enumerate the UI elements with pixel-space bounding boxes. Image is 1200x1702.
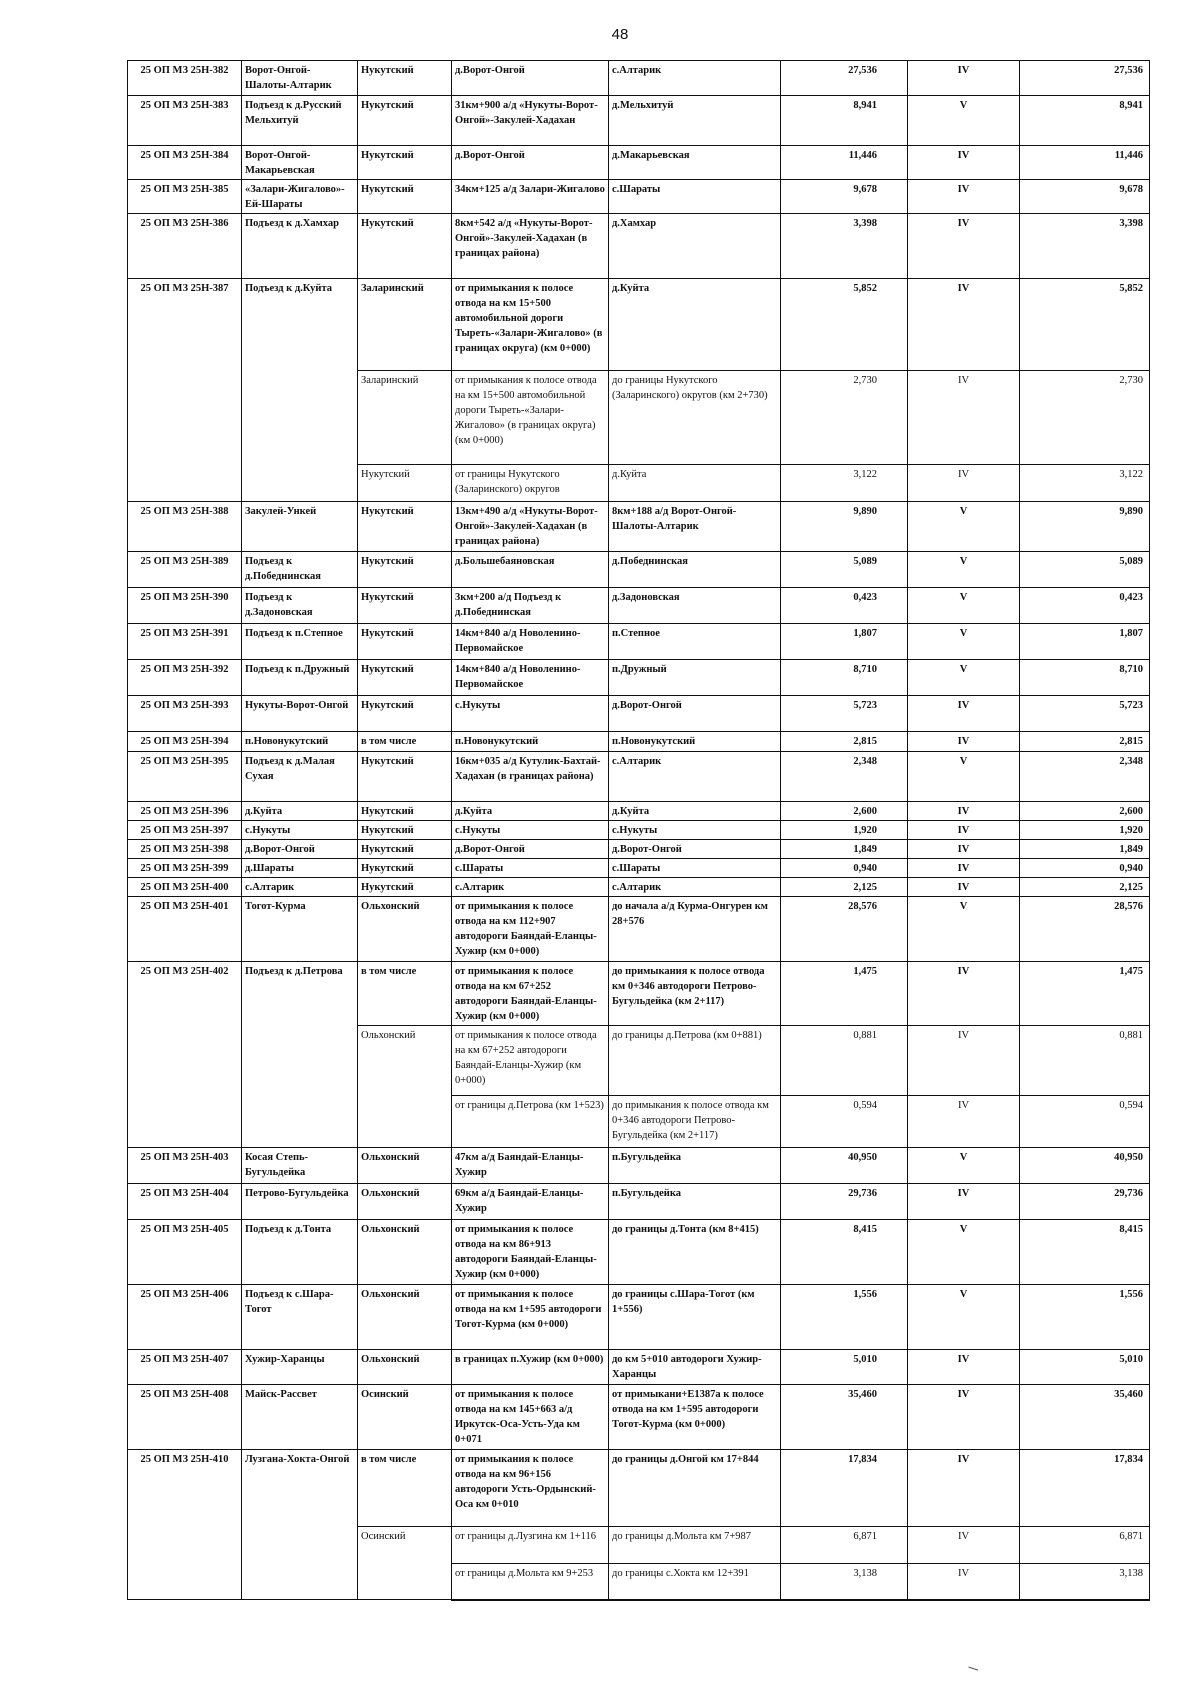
length-km: 2,815 bbox=[781, 732, 908, 752]
total-length: 3,398 bbox=[1020, 214, 1150, 279]
road-code: 25 ОП МЗ 25Н-399 bbox=[128, 859, 242, 878]
start-point: 47км а/д Баяндай-Еланцы-Хужир bbox=[452, 1148, 609, 1184]
road-code: 25 ОП МЗ 25Н-382 bbox=[128, 61, 242, 96]
start-point: 16км+035 а/д Кутулик-Бахтай-Хадахан (в границах района) bbox=[452, 752, 609, 802]
end-point: до границы Нукутского (Заларинского) округов (км 2+730) bbox=[609, 371, 781, 465]
end-point: до примыкания к полосе отвода км 0+346 автодороги Петрово-Бугульдейка (км 2+117) bbox=[609, 1096, 781, 1148]
start-point: от примыкания к полосе отвода на км 67+252 автодороги Баяндай-Еланцы-Хужир (км 0+000) bbox=[452, 962, 609, 1026]
end-point: до начала а/д Курма-Онгурен км 28+576 bbox=[609, 897, 781, 962]
road-category: V bbox=[908, 96, 1020, 146]
road-name: д.Куйта bbox=[242, 802, 358, 821]
length-km: 6,871 bbox=[781, 1527, 908, 1564]
total-length: 5,852 bbox=[1020, 279, 1150, 371]
length-km: 9,678 bbox=[781, 180, 908, 214]
length-km: 2,348 bbox=[781, 752, 908, 802]
table-row bbox=[128, 279, 1150, 371]
road-category: IV bbox=[908, 180, 1020, 214]
road-name: Лузгана-Хокта-Онгой bbox=[242, 1450, 358, 1600]
total-length: 2,730 bbox=[1020, 371, 1150, 465]
district: Нукутский bbox=[358, 502, 452, 552]
road-code: 25 ОП МЗ 25Н-386 bbox=[128, 214, 242, 279]
start-point: от примыкания к полосе отвода на км 67+252 автодороги Баяндай-Еланцы-Хужир (км 0+000) bbox=[452, 1026, 609, 1096]
road-code: 25 ОП МЗ 25Н-397 bbox=[128, 821, 242, 840]
table-row bbox=[128, 502, 1150, 552]
page-number: 48 bbox=[611, 26, 629, 43]
table-row bbox=[128, 1285, 1150, 1350]
start-point: от границы д.Лузгина км 1+116 bbox=[452, 1527, 609, 1564]
length-km: 11,446 bbox=[781, 146, 908, 180]
end-point: до км 5+010 автодороги Хужир-Харанцы bbox=[609, 1350, 781, 1385]
end-point: с.Шараты bbox=[609, 859, 781, 878]
total-length: 0,940 bbox=[1020, 859, 1150, 878]
total-length: 28,576 bbox=[1020, 897, 1150, 962]
end-point: д.Куйта bbox=[609, 802, 781, 821]
district: Осинский bbox=[358, 1527, 452, 1600]
road-category: IV bbox=[908, 840, 1020, 859]
table-row bbox=[128, 897, 1150, 962]
start-point: 14км+840 а/д Новоленино-Первомайское bbox=[452, 624, 609, 660]
end-point: до границы д.Петрова (км 0+881) bbox=[609, 1026, 781, 1096]
end-point: до примыкания к полосе отвода км 0+346 автодороги Петрово-Бугульдейка (км 2+117) bbox=[609, 962, 781, 1026]
road-category: IV bbox=[908, 1450, 1020, 1527]
road-name: Закулей-Ункей bbox=[242, 502, 358, 552]
total-length: 1,920 bbox=[1020, 821, 1150, 840]
total-length: 17,834 bbox=[1020, 1450, 1150, 1527]
end-point: до границы с.Хокта км 12+391 bbox=[609, 1564, 781, 1600]
district: Нукутский bbox=[358, 878, 452, 897]
start-point: от примыкания к полосе отвода на км 15+500 автомобильной дороги Тыреть-«Залари-Жигалово» (в границах округа) (км 0+000) bbox=[452, 371, 609, 465]
length-km: 2,600 bbox=[781, 802, 908, 821]
road-name: «Залари-Жигалово»-Ей-Шараты bbox=[242, 180, 358, 214]
district: Нукутский bbox=[358, 696, 452, 732]
road-name: Подъезд к д.Петрова bbox=[242, 962, 358, 1148]
road-code: 25 ОП МЗ 25Н-393 bbox=[128, 696, 242, 732]
district: Ольхонский bbox=[358, 1026, 452, 1148]
district: Осинский bbox=[358, 1385, 452, 1450]
end-point: п.Бугульдейка bbox=[609, 1184, 781, 1220]
table-row bbox=[128, 859, 1150, 878]
road-name: Подъезд к д.Хамхар bbox=[242, 214, 358, 279]
total-length: 5,723 bbox=[1020, 696, 1150, 732]
total-length: 11,446 bbox=[1020, 146, 1150, 180]
road-category: V bbox=[908, 1285, 1020, 1350]
length-km: 5,089 bbox=[781, 552, 908, 588]
road-category: IV bbox=[908, 371, 1020, 465]
road-name: Ворот-Онгой-Макарьевская bbox=[242, 146, 358, 180]
total-length: 8,941 bbox=[1020, 96, 1150, 146]
total-length: 3,138 bbox=[1020, 1564, 1150, 1600]
table-row bbox=[128, 962, 1150, 1026]
end-point: д.Ворот-Онгой bbox=[609, 696, 781, 732]
road-name: Подъезд к д.Малая Сухая bbox=[242, 752, 358, 802]
length-km: 35,460 bbox=[781, 1385, 908, 1450]
total-length: 0,594 bbox=[1020, 1096, 1150, 1148]
district: Заларинский bbox=[358, 371, 452, 465]
total-length: 1,475 bbox=[1020, 962, 1150, 1026]
district: в том числе bbox=[358, 1450, 452, 1527]
district: в том числе bbox=[358, 732, 452, 752]
end-point: п.Степное bbox=[609, 624, 781, 660]
road-code: 25 ОП МЗ 25Н-387 bbox=[128, 279, 242, 502]
start-point: от примыкания к полосе отвода на км 15+500 автомобильной дороги Тыреть-«Залари-Жигалово» (в границах округа) (км 0+000) bbox=[452, 279, 609, 371]
road-name: Подъезд к д.Русский Мельхитуй bbox=[242, 96, 358, 146]
length-km: 2,125 bbox=[781, 878, 908, 897]
road-code: 25 ОП МЗ 25Н-385 bbox=[128, 180, 242, 214]
road-category: IV bbox=[908, 696, 1020, 732]
start-point: от примыкания к полосе отвода на км 96+156 автодороги Усть-Ордынский-Оса км 0+010 bbox=[452, 1450, 609, 1527]
end-point: п.Новонукутский bbox=[609, 732, 781, 752]
road-category: V bbox=[908, 624, 1020, 660]
total-length: 0,423 bbox=[1020, 588, 1150, 624]
table-row bbox=[128, 878, 1150, 897]
start-point: 13км+490 а/д «Нукуты-Ворот-Онгой»-Закулей-Хадахан (в границах района) bbox=[452, 502, 609, 552]
total-length: 1,849 bbox=[1020, 840, 1150, 859]
road-category: IV bbox=[908, 1184, 1020, 1220]
end-point: до границы д.Тонта (км 8+415) bbox=[609, 1220, 781, 1285]
start-point: с.Шараты bbox=[452, 859, 609, 878]
start-point: с.Нукуты bbox=[452, 821, 609, 840]
road-category: IV bbox=[908, 465, 1020, 502]
start-point: д.Ворот-Онгой bbox=[452, 146, 609, 180]
district: Нукутский bbox=[358, 465, 452, 502]
road-name: Подъезд к с.Шара-Тогот bbox=[242, 1285, 358, 1350]
table-row bbox=[128, 588, 1150, 624]
road-category: IV bbox=[908, 279, 1020, 371]
length-km: 29,736 bbox=[781, 1184, 908, 1220]
length-km: 3,138 bbox=[781, 1564, 908, 1600]
total-length: 35,460 bbox=[1020, 1385, 1150, 1450]
end-point: до границы с.Шара-Тогот (км 1+556) bbox=[609, 1285, 781, 1350]
road-code: 25 ОП МЗ 25Н-383 bbox=[128, 96, 242, 146]
district: Нукутский bbox=[358, 61, 452, 96]
start-point: от границы д.Мольта км 9+253 bbox=[452, 1564, 609, 1600]
length-km: 0,423 bbox=[781, 588, 908, 624]
total-length: 9,890 bbox=[1020, 502, 1150, 552]
table-row bbox=[128, 696, 1150, 732]
district: Нукутский bbox=[358, 624, 452, 660]
road-category: IV bbox=[908, 802, 1020, 821]
road-code: 25 ОП МЗ 25Н-389 bbox=[128, 552, 242, 588]
total-length: 1,556 bbox=[1020, 1285, 1150, 1350]
length-km: 1,920 bbox=[781, 821, 908, 840]
road-category: IV bbox=[908, 962, 1020, 1026]
length-km: 5,010 bbox=[781, 1350, 908, 1385]
table-row bbox=[128, 180, 1150, 214]
scan-mark bbox=[968, 1667, 978, 1673]
start-point: 69км а/д Баяндай-Еланцы-Хужир bbox=[452, 1184, 609, 1220]
start-point: от примыкания к полосе отвода на км 1+595 автодороги Тогот-Курма (км 0+000) bbox=[452, 1285, 609, 1350]
district: Нукутский bbox=[358, 552, 452, 588]
road-code: 25 ОП МЗ 25Н-401 bbox=[128, 897, 242, 962]
start-point: от примыкания к полосе отвода на км 145+663 а/д Иркутск-Оса-Усть-Уда км 0+071 bbox=[452, 1385, 609, 1450]
road-code: 25 ОП МЗ 25Н-407 bbox=[128, 1350, 242, 1385]
start-point: п.Новонукутский bbox=[452, 732, 609, 752]
road-category: IV bbox=[908, 1385, 1020, 1450]
start-point: д.Ворот-Онгой bbox=[452, 61, 609, 96]
length-km: 27,536 bbox=[781, 61, 908, 96]
start-point: с.Алтарик bbox=[452, 878, 609, 897]
road-code: 25 ОП МЗ 25Н-394 bbox=[128, 732, 242, 752]
road-register-table bbox=[127, 60, 1150, 1601]
end-point: с.Алтарик bbox=[609, 878, 781, 897]
road-category: V bbox=[908, 502, 1020, 552]
end-point: д.Куйта bbox=[609, 279, 781, 371]
length-km: 8,710 bbox=[781, 660, 908, 696]
road-code: 25 ОП МЗ 25Н-391 bbox=[128, 624, 242, 660]
end-point: д.Хамхар bbox=[609, 214, 781, 279]
road-category: IV bbox=[908, 878, 1020, 897]
length-km: 40,950 bbox=[781, 1148, 908, 1184]
district: Нукутский bbox=[358, 588, 452, 624]
road-code: 25 ОП МЗ 25Н-400 bbox=[128, 878, 242, 897]
road-name: Подъезд к п.Дружный bbox=[242, 660, 358, 696]
road-code: 25 ОП МЗ 25Н-403 bbox=[128, 1148, 242, 1184]
start-point: 31км+900 а/д «Нукуты-Ворот-Онгой»-Закулей-Хадахан bbox=[452, 96, 609, 146]
district: Ольхонский bbox=[358, 1184, 452, 1220]
start-point: с.Нукуты bbox=[452, 696, 609, 732]
district: Ольхонский bbox=[358, 1148, 452, 1184]
end-point: до границы д.Мольта км 7+987 bbox=[609, 1527, 781, 1564]
road-category: V bbox=[908, 552, 1020, 588]
end-point: с.Шараты bbox=[609, 180, 781, 214]
district: Нукутский bbox=[358, 802, 452, 821]
road-code: 25 ОП МЗ 25Н-408 bbox=[128, 1385, 242, 1450]
road-code: 25 ОП МЗ 25Н-388 bbox=[128, 502, 242, 552]
start-point: в границах п.Хужир (км 0+000) bbox=[452, 1350, 609, 1385]
road-name: п.Новонукутский bbox=[242, 732, 358, 752]
length-km: 1,807 bbox=[781, 624, 908, 660]
table-row bbox=[128, 1385, 1150, 1450]
table-row bbox=[128, 552, 1150, 588]
road-code: 25 ОП МЗ 25Н-390 bbox=[128, 588, 242, 624]
district: Нукутский bbox=[358, 146, 452, 180]
road-category: V bbox=[908, 660, 1020, 696]
start-point: от примыкания к полосе отвода на км 112+907 автодороги Баяндай-Еланцы-Хужир (км 0+000) bbox=[452, 897, 609, 962]
start-point: д.Куйта bbox=[452, 802, 609, 821]
total-length: 5,010 bbox=[1020, 1350, 1150, 1385]
end-point: д.Макарьевская bbox=[609, 146, 781, 180]
table-row bbox=[128, 1450, 1150, 1527]
end-point: д.Мельхитуй bbox=[609, 96, 781, 146]
road-code: 25 ОП МЗ 25Н-410 bbox=[128, 1450, 242, 1600]
end-point: с.Нукуты bbox=[609, 821, 781, 840]
road-name: Подъезд к д.Победнинская bbox=[242, 552, 358, 588]
end-point: д.Ворот-Онгой bbox=[609, 840, 781, 859]
length-km: 0,881 bbox=[781, 1026, 908, 1096]
total-length: 1,807 bbox=[1020, 624, 1150, 660]
start-point: от примыкания к полосе отвода на км 86+913 автодороги Баяндай-Еланцы-Хужир (км 0+000) bbox=[452, 1220, 609, 1285]
table-row bbox=[128, 752, 1150, 802]
length-km: 5,723 bbox=[781, 696, 908, 732]
road-code: 25 ОП МЗ 25Н-398 bbox=[128, 840, 242, 859]
length-km: 0,594 bbox=[781, 1096, 908, 1148]
end-point: до границы д.Онгой км 17+844 bbox=[609, 1450, 781, 1527]
road-name: Петрово-Бугульдейка bbox=[242, 1184, 358, 1220]
total-length: 2,125 bbox=[1020, 878, 1150, 897]
road-code: 25 ОП МЗ 25Н-404 bbox=[128, 1184, 242, 1220]
length-km: 2,730 bbox=[781, 371, 908, 465]
road-category: V bbox=[908, 752, 1020, 802]
road-name: Косая Степь-Бугульдейка bbox=[242, 1148, 358, 1184]
road-name: д.Шараты bbox=[242, 859, 358, 878]
total-length: 2,815 bbox=[1020, 732, 1150, 752]
road-category: IV bbox=[908, 146, 1020, 180]
table-row bbox=[128, 1184, 1150, 1220]
length-km: 1,849 bbox=[781, 840, 908, 859]
start-point: д.Ворот-Онгой bbox=[452, 840, 609, 859]
table-row bbox=[128, 214, 1150, 279]
total-length: 0,881 bbox=[1020, 1026, 1150, 1096]
table-row bbox=[128, 1148, 1150, 1184]
road-category: V bbox=[908, 1148, 1020, 1184]
road-code: 25 ОП МЗ 25Н-406 bbox=[128, 1285, 242, 1350]
table-row bbox=[128, 61, 1150, 96]
end-point: д.Задоновская bbox=[609, 588, 781, 624]
district: Ольхонский bbox=[358, 1350, 452, 1385]
district: Нукутский bbox=[358, 660, 452, 696]
end-point: 8км+188 а/д Ворот-Онгой-Шалоты-Алтарик bbox=[609, 502, 781, 552]
table-row bbox=[128, 96, 1150, 146]
road-name: д.Ворот-Онгой bbox=[242, 840, 358, 859]
district: Нукутский bbox=[358, 180, 452, 214]
road-name: с.Алтарик bbox=[242, 878, 358, 897]
road-code: 25 ОП МЗ 25Н-395 bbox=[128, 752, 242, 802]
road-category: IV bbox=[908, 1350, 1020, 1385]
length-km: 8,415 bbox=[781, 1220, 908, 1285]
table-row bbox=[128, 624, 1150, 660]
district: Нукутский bbox=[358, 840, 452, 859]
end-point: д.Победнинская bbox=[609, 552, 781, 588]
length-km: 28,576 bbox=[781, 897, 908, 962]
start-point: д.Большебаяновская bbox=[452, 552, 609, 588]
road-category: V bbox=[908, 897, 1020, 962]
total-length: 3,122 bbox=[1020, 465, 1150, 502]
table-row bbox=[128, 821, 1150, 840]
table-row bbox=[128, 1350, 1150, 1385]
start-point: 8км+542 а/д «Нукуты-Ворот-Онгой»-Закулей-Хадахан (в границах района) bbox=[452, 214, 609, 279]
length-km: 9,890 bbox=[781, 502, 908, 552]
road-code: 25 ОП МЗ 25Н-402 bbox=[128, 962, 242, 1148]
total-length: 8,710 bbox=[1020, 660, 1150, 696]
start-point: от границы Нукутского (Заларинского) округов bbox=[452, 465, 609, 502]
road-name: Нукуты-Ворот-Онгой bbox=[242, 696, 358, 732]
road-category: IV bbox=[908, 1096, 1020, 1148]
table-row bbox=[128, 1220, 1150, 1285]
road-category: IV bbox=[908, 1527, 1020, 1564]
district: Ольхонский bbox=[358, 897, 452, 962]
end-point: с.Алтарик bbox=[609, 61, 781, 96]
road-code: 25 ОП МЗ 25Н-396 bbox=[128, 802, 242, 821]
table-row bbox=[128, 802, 1150, 821]
total-length: 6,871 bbox=[1020, 1527, 1150, 1564]
table-row bbox=[128, 840, 1150, 859]
total-length: 40,950 bbox=[1020, 1148, 1150, 1184]
road-category: V bbox=[908, 588, 1020, 624]
road-name: Майск-Рассвет bbox=[242, 1385, 358, 1450]
road-category: IV bbox=[908, 214, 1020, 279]
district: Ольхонский bbox=[358, 1285, 452, 1350]
road-name: Ворот-Онгой-Шалоты-Алтарик bbox=[242, 61, 358, 96]
start-point: 34км+125 а/д Залари-Жигалово bbox=[452, 180, 609, 214]
total-length: 2,600 bbox=[1020, 802, 1150, 821]
district: Заларинский bbox=[358, 279, 452, 371]
start-point: 14км+840 а/д Новоленино-Первомайское bbox=[452, 660, 609, 696]
road-name: Подъезд к д.Куйта bbox=[242, 279, 358, 502]
length-km: 3,398 bbox=[781, 214, 908, 279]
district: Нукутский bbox=[358, 214, 452, 279]
total-length: 5,089 bbox=[1020, 552, 1150, 588]
district: Нукутский bbox=[358, 821, 452, 840]
road-category: V bbox=[908, 1220, 1020, 1285]
road-category: IV bbox=[908, 732, 1020, 752]
table-row bbox=[128, 146, 1150, 180]
road-name: Подъезд к п.Степное bbox=[242, 624, 358, 660]
district: Нукутский bbox=[358, 859, 452, 878]
end-point: п.Дружный bbox=[609, 660, 781, 696]
total-length: 9,678 bbox=[1020, 180, 1150, 214]
length-km: 17,834 bbox=[781, 1450, 908, 1527]
length-km: 1,475 bbox=[781, 962, 908, 1026]
end-point: с.Алтарик bbox=[609, 752, 781, 802]
road-code: 25 ОП МЗ 25Н-392 bbox=[128, 660, 242, 696]
length-km: 3,122 bbox=[781, 465, 908, 502]
end-point: от примыкани+Е1387а к полосе отвода на км 1+595 автодороги Тогот-Курма (км 0+000) bbox=[609, 1385, 781, 1450]
road-category: IV bbox=[908, 1564, 1020, 1600]
road-category: IV bbox=[908, 1026, 1020, 1096]
road-code: 25 ОП МЗ 25Н-384 bbox=[128, 146, 242, 180]
district: Нукутский bbox=[358, 752, 452, 802]
table-row bbox=[128, 732, 1150, 752]
table-row bbox=[128, 660, 1150, 696]
district: в том числе bbox=[358, 962, 452, 1026]
length-km: 1,556 bbox=[781, 1285, 908, 1350]
start-point: 3км+200 а/д Подъезд к д.Победнинская bbox=[452, 588, 609, 624]
end-point: д.Куйта bbox=[609, 465, 781, 502]
total-length: 27,536 bbox=[1020, 61, 1150, 96]
start-point: от границы д.Петрова (км 1+523) bbox=[452, 1096, 609, 1148]
road-name: Тогот-Курма bbox=[242, 897, 358, 962]
length-km: 5,852 bbox=[781, 279, 908, 371]
total-length: 2,348 bbox=[1020, 752, 1150, 802]
district: Ольхонский bbox=[358, 1220, 452, 1285]
road-name: Хужир-Харанцы bbox=[242, 1350, 358, 1385]
length-km: 0,940 bbox=[781, 859, 908, 878]
road-category: IV bbox=[908, 821, 1020, 840]
district: Нукутский bbox=[358, 96, 452, 146]
road-code: 25 ОП МЗ 25Н-405 bbox=[128, 1220, 242, 1285]
total-length: 29,736 bbox=[1020, 1184, 1150, 1220]
road-category: IV bbox=[908, 859, 1020, 878]
length-km: 8,941 bbox=[781, 96, 908, 146]
road-name: с.Нукуты bbox=[242, 821, 358, 840]
total-length: 8,415 bbox=[1020, 1220, 1150, 1285]
road-name: Подъезд к д.Тонта bbox=[242, 1220, 358, 1285]
road-name: Подъезд к д.Задоновская bbox=[242, 588, 358, 624]
road-category: IV bbox=[908, 61, 1020, 96]
end-point: п.Бугульдейка bbox=[609, 1148, 781, 1184]
